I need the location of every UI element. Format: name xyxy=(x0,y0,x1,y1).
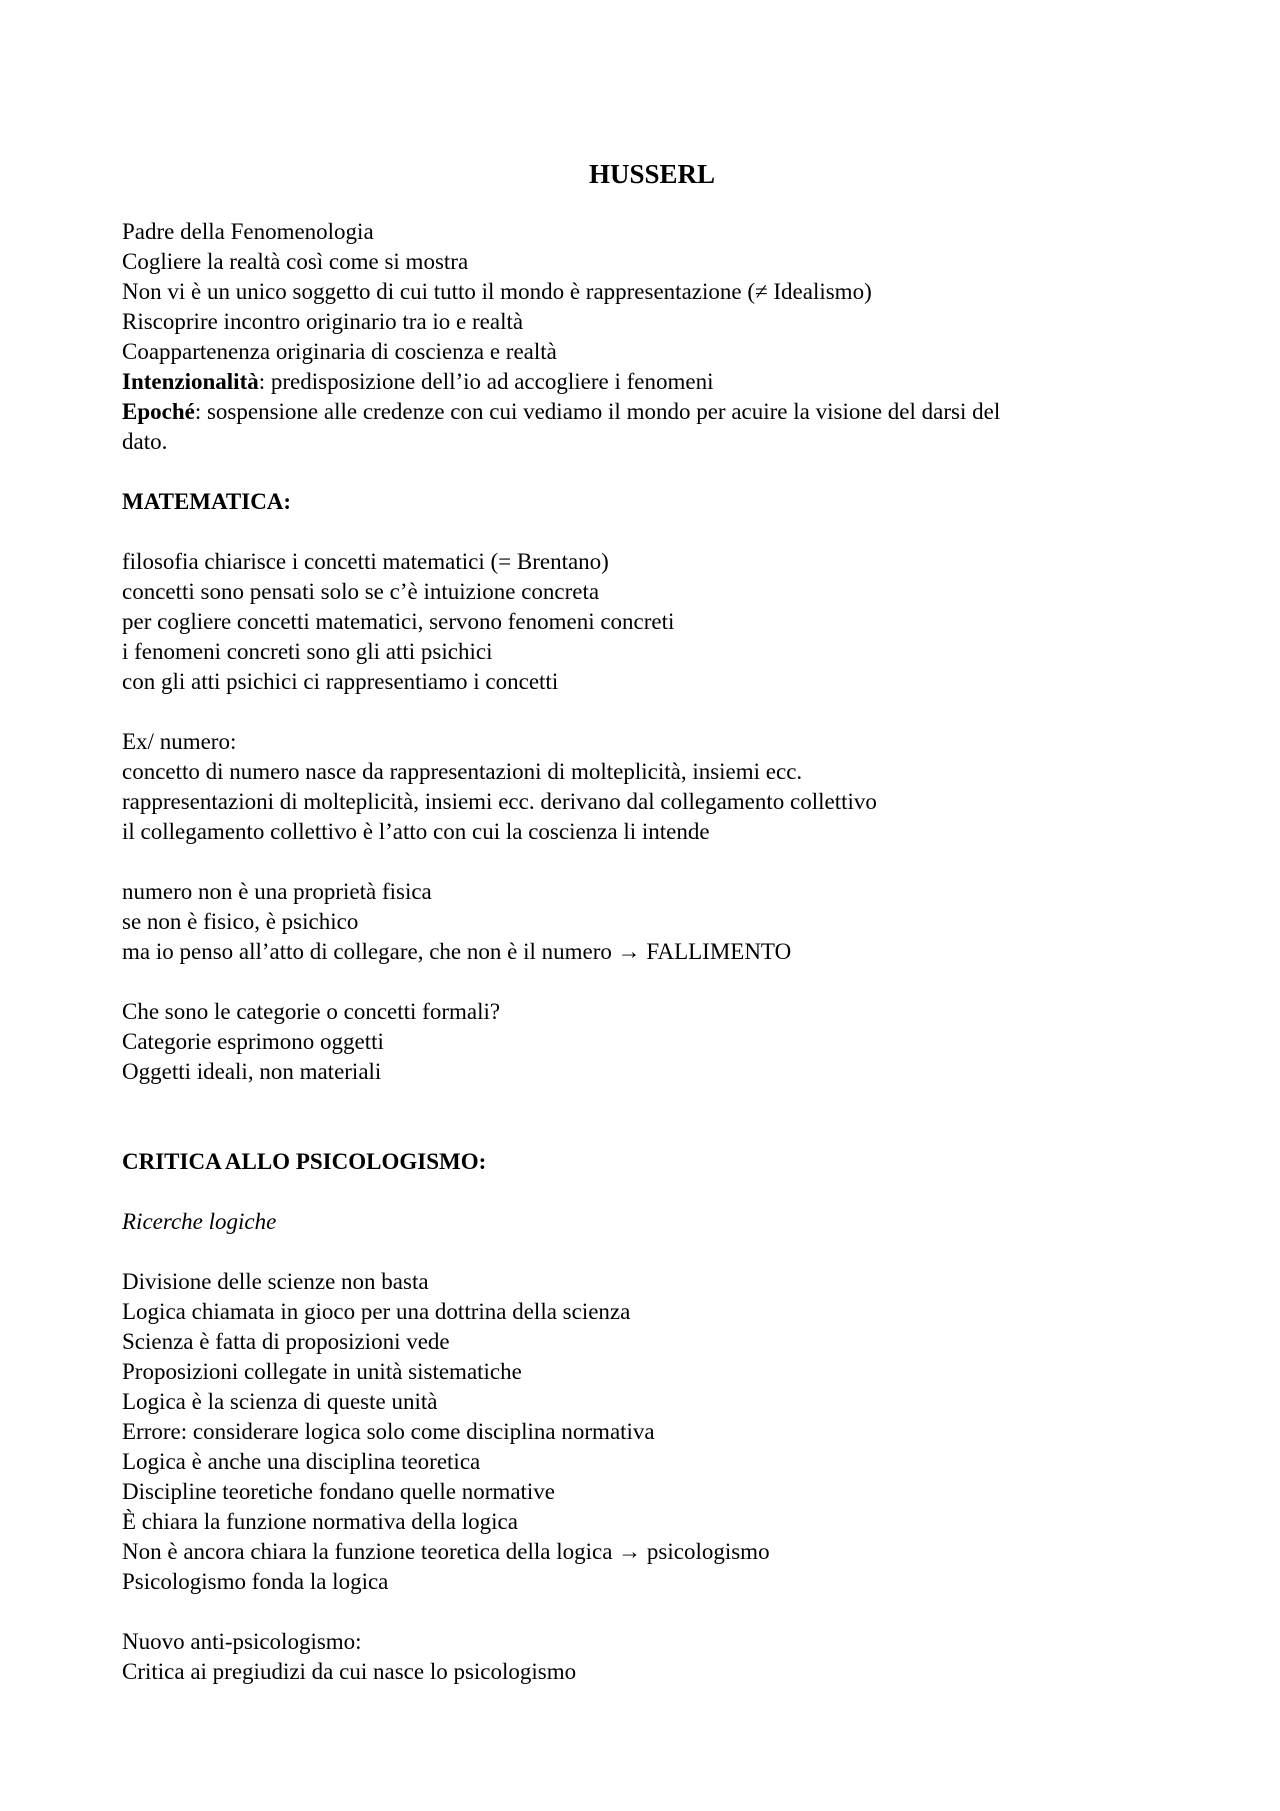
text-line: rappresentazioni di molteplicità, insiemi ecc. derivano dal collegamento collettivo xyxy=(122,789,877,814)
text-line: Psicologismo fonda la logica xyxy=(122,1569,389,1594)
text-line: È chiara la funzione normativa della logica xyxy=(122,1509,518,1534)
term-epoche: Epoché xyxy=(122,399,195,424)
text-line: concetto di numero nasce da rappresentazioni di molteplicità, insiemi ecc. xyxy=(122,759,803,784)
spacer xyxy=(122,517,1162,547)
text-line: i fenomeni concreti sono gli atti psichici xyxy=(122,639,493,664)
document-body xyxy=(122,157,1162,1687)
text-line: Proposizioni collegate in unità sistematiche xyxy=(122,1359,522,1384)
text-line: Divisione delle scienze non basta xyxy=(122,1269,429,1294)
text-line: dato. xyxy=(122,429,168,454)
text-line: Categorie esprimono oggetti xyxy=(122,1029,384,1054)
spacer xyxy=(122,1237,1162,1267)
text-segment: ma io penso all’atto di collegare, che non è il numero xyxy=(122,939,618,964)
text-line: Non vi è un unico soggetto di cui tutto il mondo è rappresentazione (≠ Idealismo) xyxy=(122,279,872,304)
text-line-with-arrow xyxy=(122,937,1162,967)
text-line: Padre della Fenomenologia xyxy=(122,219,374,244)
text-line: per cogliere concetti matematici, servono fenomeni concreti xyxy=(122,609,675,634)
page-title: HUSSERL xyxy=(588,159,716,189)
right-arrow-icon: → xyxy=(618,1539,642,1564)
definition-text: : predisposizione dell’io ad accogliere i fenomeni xyxy=(258,369,714,394)
text-line: Critica ai pregiudizi da cui nasce lo psicologismo xyxy=(122,1659,577,1684)
definition-epoche xyxy=(122,397,1162,427)
term-intenzionalita: Intenzionalità xyxy=(122,369,259,394)
text-line: numero non è una proprietà fisica xyxy=(122,879,432,904)
text-line: Discipline teoretiche fondano quelle normative xyxy=(122,1479,556,1504)
text-line: con gli atti psichici ci rappresentiamo i concetti xyxy=(122,669,559,694)
text-line: Cogliere la realtà così come si mostra xyxy=(122,249,469,274)
text-line: Che sono le categorie o concetti formali? xyxy=(122,999,501,1024)
text-line: Riscoprire incontro originario tra io e realtà xyxy=(122,309,524,334)
text-line: Nuovo anti-psicologismo: xyxy=(122,1629,362,1654)
spacer xyxy=(122,1117,1162,1147)
right-arrow-icon: → xyxy=(617,939,641,964)
text-line: se non è fisico, è psichico xyxy=(122,909,359,934)
text-segment: psicologismo xyxy=(641,1539,770,1564)
text-line: il collegamento collettivo è l’atto con cui la coscienza li intende xyxy=(122,819,710,844)
spacer xyxy=(122,847,1162,877)
definition-intenzionalita xyxy=(122,367,1162,397)
text-line: Errore: considerare logica solo come disciplina normativa xyxy=(122,1419,655,1444)
spacer xyxy=(122,967,1162,997)
text-line: Coappartenenza originaria di coscienza e realtà xyxy=(122,339,557,364)
text-line: Logica è la scienza di queste unità xyxy=(122,1389,438,1414)
text-line: Logica è anche una disciplina teoretica xyxy=(122,1449,481,1474)
spacer xyxy=(122,1087,1162,1117)
spacer xyxy=(122,457,1162,487)
section-heading-matematica: MATEMATICA: xyxy=(122,489,292,514)
text-segment: FALLIMENTO xyxy=(640,939,792,964)
spacer xyxy=(122,697,1162,727)
text-segment: Non è ancora chiara la funzione teoretica della logica xyxy=(122,1539,619,1564)
text-line: Logica chiamata in gioco per una dottrina della scienza xyxy=(122,1299,631,1324)
section-heading-critica: CRITICA ALLO PSICOLOGISMO: xyxy=(122,1149,487,1174)
text-line: filosofia chiarisce i concetti matematici (= Brentano) xyxy=(122,549,609,574)
spacer xyxy=(122,1177,1162,1207)
definition-text: : sospensione alle credenze con cui vediamo il mondo per acuire la visione del darsi del xyxy=(194,399,1001,424)
text-line: Ex/ numero: xyxy=(122,729,237,754)
text-line-with-arrow xyxy=(122,1537,1162,1567)
text-line: Scienza è fatta di proposizioni vede xyxy=(122,1329,450,1354)
spacer xyxy=(122,1597,1162,1627)
section-subtitle: Ricerche logiche xyxy=(122,1209,277,1234)
text-line: concetti sono pensati solo se c’è intuizione concreta xyxy=(122,579,600,604)
text-line: Oggetti ideali, non materiali xyxy=(122,1059,382,1084)
